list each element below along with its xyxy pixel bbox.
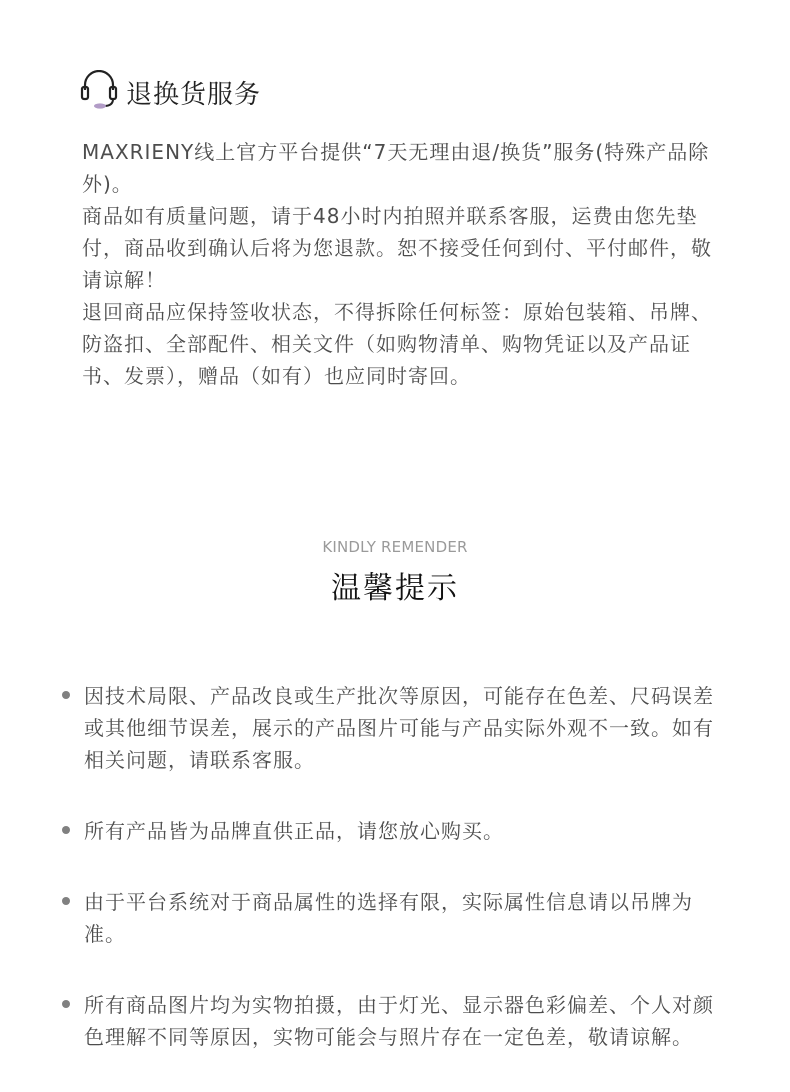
policy-paragraph: MAXRIENY线上官方平台提供“7天无理由退/换货”服务(特殊产品除外)。 bbox=[82, 140, 710, 196]
tips-list bbox=[60, 680, 720, 1092]
tip-text: 因技术局限、产品改良或生产批次等原因，可能存在色差、尺码误差或其他细节误差，展示的产品图片可能与产品实际外观不一致。如有相关问题，请联系客服。 bbox=[84, 684, 714, 772]
section-title: 退换货服务 bbox=[126, 79, 262, 110]
tip-text: 所有商品图片均为实物拍摄，由于灯光、显示器色彩偏差、个人对颜色理解不同等原因，实物可能会与照片存在一定色差，敬请谅解。 bbox=[84, 993, 714, 1049]
headset-icon bbox=[80, 70, 126, 114]
policy-paragraph: 退回商品应保持签收状态，不得拆除任何标签：原始包装箱、吊牌、防盗扣、全部配件、相关文件（如购物清单、购物凭证以及产品证书、发票），赠品（如有）也应同时寄回。 bbox=[82, 300, 712, 388]
tip-text: 所有产品皆为品牌直供正品，请您放心购买。 bbox=[84, 819, 504, 843]
bullet-icon bbox=[62, 1000, 70, 1008]
return-service-header bbox=[80, 70, 261, 114]
list-item bbox=[60, 886, 720, 950]
bullet-icon bbox=[62, 691, 70, 699]
bullet-icon bbox=[62, 826, 70, 834]
tip-text: 由于平台系统对于商品属性的选择有限，实际属性信息请以吊牌为准。 bbox=[84, 890, 693, 946]
list-item bbox=[60, 815, 720, 847]
reminder-subtitle: KINDLY REMENDER bbox=[322, 538, 468, 556]
bullet-icon bbox=[62, 897, 70, 905]
return-policy bbox=[82, 136, 722, 392]
policy-paragraph: 商品如有质量问题，请于48小时内拍照并联系客服，运费由您先垫付，商品收到确认后将为您退款。恕不接受任何到付、平付邮件，敬请谅解！ bbox=[82, 204, 712, 292]
list-item bbox=[60, 989, 720, 1053]
list-item bbox=[60, 680, 720, 776]
reminder-title: 温馨提示 bbox=[331, 571, 459, 606]
